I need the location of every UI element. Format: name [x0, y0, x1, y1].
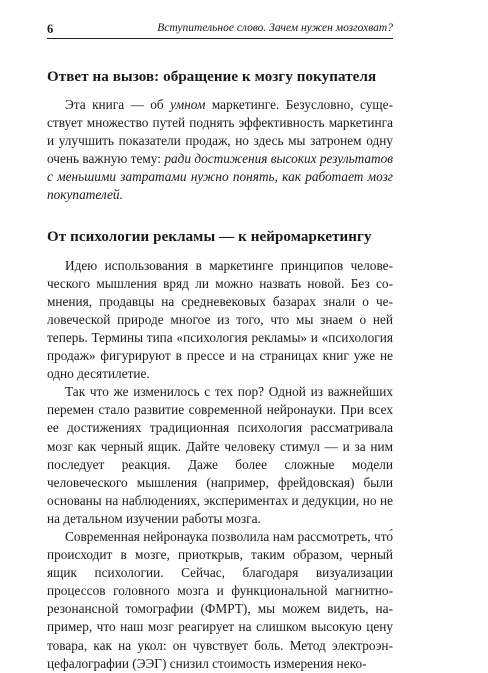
paragraph-changes: Так что же изменилось с тех пор? Одной из важнейших перемен стало развитие современной нейронауки. При всех ее достижениях традиционная психология рассматривала мозг как черный ящик. Дайте человеку стимул — и за ним последует реакция. Даже более сложные модели человеческого мышления (например, фрейдовская) были основаны на наблюдениях, экспериментах и дедукции, но не на детальном изучении работы мозга. [47, 384, 393, 526]
section-heading-challenge: Ответ на вызов: обращение к мозгу покупателя [47, 69, 377, 85]
intro-emphasis-smart: умном [170, 97, 206, 112]
section-heading-neuromarketing: От психологии рекламы — к нейромаркетингу [47, 228, 372, 245]
running-header [47, 22, 393, 39]
paragraph-intro [47, 96, 393, 205]
page-number: 6 [47, 22, 54, 36]
intro-text-b: маркетинге. Безусловно, существует множество путей поднять эффективность маркетинга и улучшить показатели продаж, но здесь мы затронем одну очень важную тему: [47, 97, 393, 167]
intro-text-a: Эта книга — об [65, 97, 171, 112]
running-title: Вступительное слово. Зачем нужен мозгохват? [157, 22, 393, 34]
intro-emphasis-goal: ради достижения высоких результатов с меньшими затратами нужно понять, как работает мозг покупателей. [47, 151, 393, 203]
book-page [47, 22, 393, 673]
paragraph-idea: Идею использования в маркетинге принципов человеческого мышления вряд ли можно назвать новой. Без сомнения, продавцы на средневековых базарах знали о человеческой природе многое из того, что мы знаем о ней теперь. Термины типа «психология рекламы» и «психология продаж» фигурируют в прессе и на страницах книг уже не одно десятилетие. [47, 257, 393, 382]
paragraph-neuroscience: Современная нейронаука позволила нам рассмотреть, что́ происходит в мозге, приоткрыв, таким образом, черный ящик психологии. Сейчас, благодаря визуализации процессов головного мозга и функциональной магнитнорезонансной томографии (ФМРТ), мы можем видеть, например, что наш мозг реагирует на слишком высокую цену товара, как на укол: он чувствует боль. Метод электроэнцефалографии (ЭЭГ) снизил стоимость измерения неко- [47, 528, 393, 671]
